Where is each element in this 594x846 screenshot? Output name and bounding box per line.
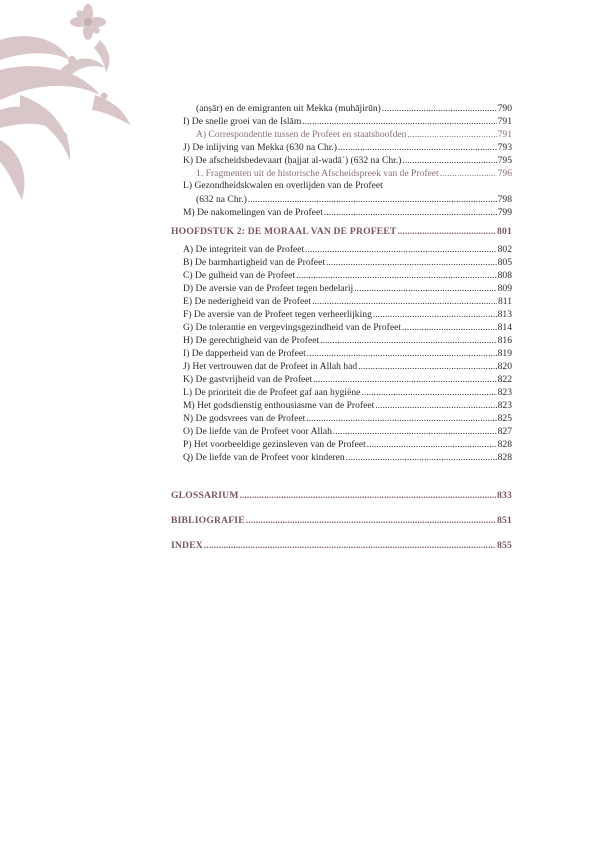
floral-flourish-icon	[0, 0, 140, 220]
toc-entry[interactable]: M) Het godsdienstig enthousiasme van de Profeet ..... 823	[183, 399, 512, 412]
toc-entry[interactable]: P) Het voorbeeldige gezinsleven van de Profeet ..... 828	[183, 438, 512, 451]
toc-entry[interactable]: O) De liefde van de Profeet voor Allah ..... 827	[183, 425, 512, 438]
toc-entry[interactable]: F) De aversie van de Profeet tegen verheerlijking ..... 813	[183, 308, 512, 321]
toc-entry[interactable]: E) De nederigheid van de Profeet ..... 811	[183, 295, 512, 308]
toc-entry[interactable]: N) De godsvrees van de Profeet ..... 825	[183, 412, 512, 425]
toc-entry[interactable]: J) Het vertrouwen dat de Profeet in Allah had ..... 820	[183, 360, 512, 373]
toc-entry[interactable]: Q) De liefde van de Profeet voor kinderen ..... 828	[183, 451, 512, 464]
toc-entry[interactable]: D) De aversie van de Profeet tegen bedelarij ..... 809	[183, 282, 512, 295]
toc-chapter-heading[interactable]: HOOFDSTUK 2: DE MORAAL VAN DE PROFEET ..... 801	[171, 225, 512, 238]
toc-entry[interactable]: I) De dapperheid van de Profeet ..... 819	[183, 347, 512, 360]
toc-entry[interactable]: B) De barmhartigheid van de Profeet ..... 805	[183, 256, 512, 269]
toc-entry[interactable]: I) De snelle groei van de Islām ..... 791	[183, 115, 512, 128]
toc-subentry[interactable]: 1. Fragmenten uit de historische Afscheidspreek van de Profeet ..... 796	[196, 167, 512, 180]
toc-subentry[interactable]: A) Correspondentie tussen de Profeet en staatshoofden ..... 791	[196, 128, 512, 141]
toc-entry[interactable]: M) De nakomelingen van de Profeet ..... 799	[183, 206, 512, 219]
toc-bibliography-heading[interactable]: BIBLIOGRAFIE ..... 851	[171, 514, 512, 527]
toc-index-heading[interactable]: INDEX ..... 855	[171, 539, 512, 552]
toc-glossary-heading[interactable]: GLOSSARIUM ..... 833	[171, 489, 512, 502]
toc-entry[interactable]: G) De tolerantie en vergevingsgezindheid van de Profeet ..... 814	[183, 321, 512, 334]
toc-entry-continuation[interactable]: (632 na Chr.) ..... 798	[196, 193, 512, 206]
toc-entry[interactable]: H) De gerechtigheid van de Profeet ..... 816	[183, 334, 512, 347]
toc-entry[interactable]: (anṣār) en de emigranten uit Mekka (muhājirūn) ..... 790	[196, 102, 512, 115]
toc-entry[interactable]: A) De integriteit van de Profeet ..... 802	[183, 243, 512, 256]
toc-entry[interactable]: K) De afscheidsbedevaart (ḥajjat al-wadā`) (632 na Chr.) ..... 795	[183, 154, 512, 167]
toc-entry[interactable]: K) De gastvrijheid van de Profeet ..... 822	[183, 373, 512, 386]
toc-entry[interactable]: C) De gulheid van de Profeet ..... 808	[183, 269, 512, 282]
toc-entry[interactable]: J) De inlijving van Mekka (630 na Chr.) ..... 793	[183, 141, 512, 154]
toc-entry[interactable]: L) De prioriteit die de Profeet gaf aan hygiëne ..... 823	[183, 386, 512, 399]
toc-entry[interactable]: L) Gezondheidskwalen en overlijden van de Profeet	[183, 180, 383, 191]
